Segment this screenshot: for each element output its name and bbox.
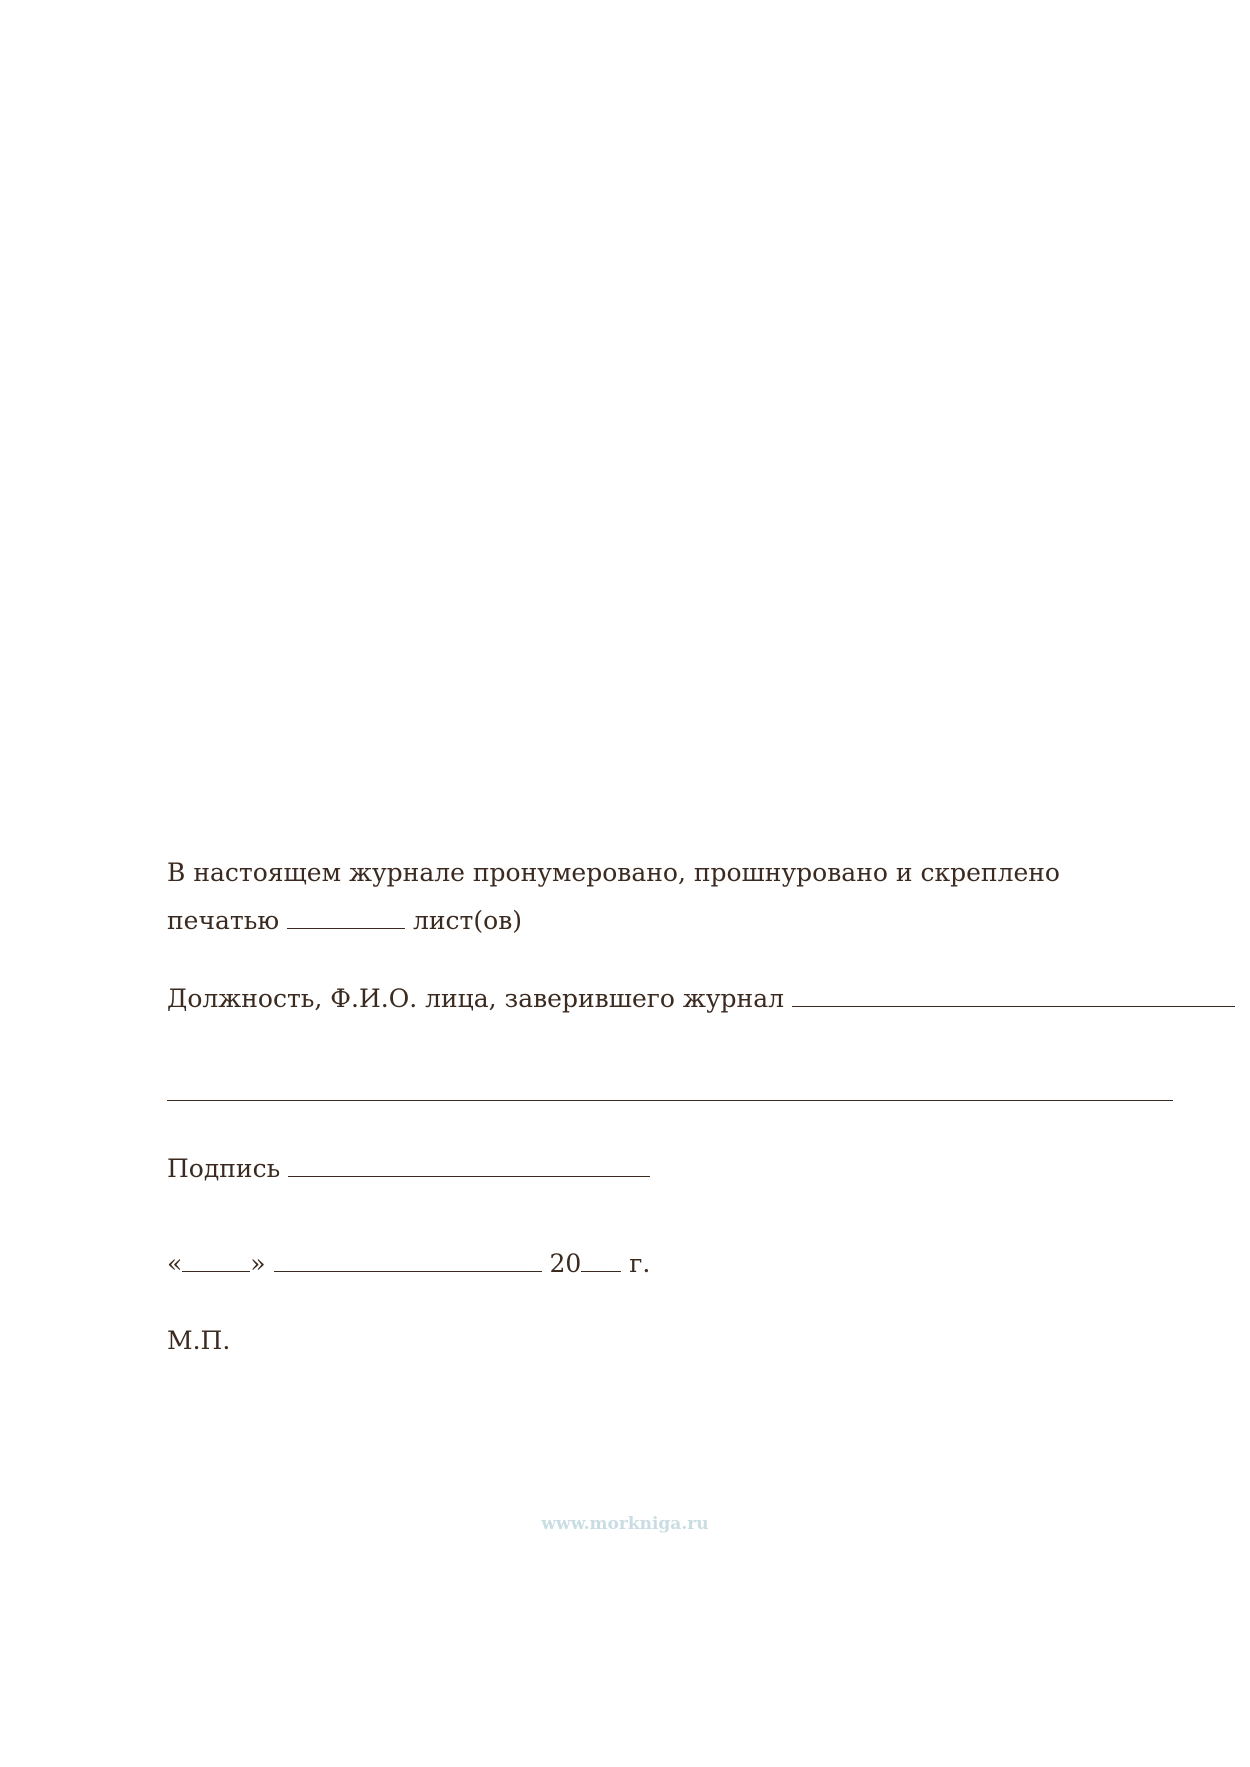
day-open-quote: « [167, 1249, 183, 1278]
statement-line-1 [167, 857, 1060, 889]
position-blank[interactable] [792, 982, 1235, 1007]
year-suffix: г. [629, 1249, 651, 1278]
statement-line-2 [167, 904, 522, 937]
position-field-row [167, 982, 1235, 1015]
statement-text: В настоящем журнале пронумеровано, прошнуровано и скреплено [167, 858, 1060, 887]
signature-blank[interactable] [288, 1152, 650, 1177]
statement-prefix: печатью [167, 906, 280, 935]
date-row [167, 1247, 650, 1280]
signature-label: Подпись [167, 1154, 281, 1183]
position-label: Должность, Ф.И.О. лица, заверившего журнал [167, 984, 785, 1013]
statement-suffix: лист(ов) [413, 906, 523, 935]
watermark: www.morkniga.ru [541, 1514, 709, 1534]
month-blank[interactable] [274, 1247, 542, 1272]
day-blank[interactable] [182, 1247, 250, 1272]
day-close-quote: » [250, 1249, 266, 1278]
stamp-place-row [167, 1325, 230, 1357]
position-continuation-blank[interactable] [167, 1100, 1173, 1101]
sheet-count-blank[interactable] [287, 904, 405, 929]
year-blank[interactable] [581, 1247, 621, 1272]
signature-row [167, 1152, 650, 1185]
stamp-place-label: М.П. [167, 1326, 231, 1355]
year-prefix: 20 [549, 1249, 582, 1278]
